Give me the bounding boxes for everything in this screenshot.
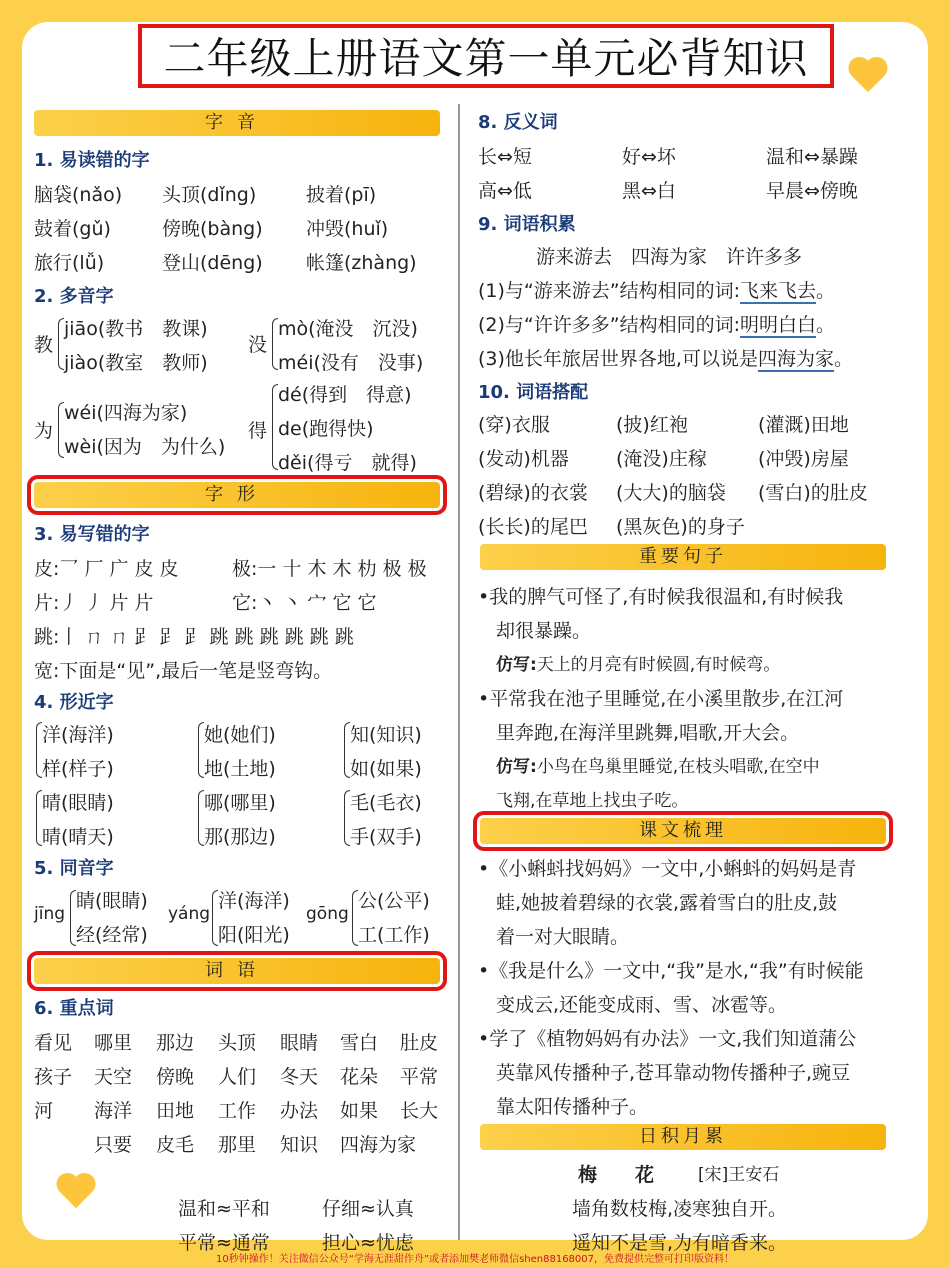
synonym-pair: 仔细≈认真: [322, 1198, 414, 1220]
homophone: 工(工作): [358, 924, 430, 946]
section-title: 2. 多音字: [34, 286, 114, 307]
collocation: (披)红袍: [616, 414, 688, 436]
key-word: 哪里: [94, 1032, 133, 1054]
page-title: 二年级上册语文第一单元必背知识: [138, 24, 834, 88]
collocation: (大大)的脑袋: [616, 482, 726, 504]
antonym-pair: 早晨⇔傍晚: [766, 180, 858, 202]
stroke-order-row: 宽:下面是“见”,最后一笔是竖弯钩。: [34, 660, 333, 682]
word-row: 头顶(dǐng): [162, 184, 257, 206]
key-word: 皮毛: [156, 1134, 195, 1156]
key-word: 傍晚: [156, 1066, 195, 1088]
key-word: 那里: [218, 1134, 257, 1156]
collocation: (冲毁)房屋: [758, 448, 849, 470]
collocation: (雪白)的肚皮: [758, 482, 868, 504]
heart-icon: [848, 58, 888, 94]
exercise-line: (2)与“许许多多”结构相同的词:明明白白。: [478, 314, 836, 336]
text-summary: •学了《植物妈妈有办法》一文,我们知道蒲公: [478, 1028, 857, 1050]
pinyin: gōng: [306, 904, 349, 924]
collocation: (灌溉)田地: [758, 414, 849, 436]
homophone: 阳(阳光): [218, 924, 290, 946]
homophone: 洋(海洋): [218, 890, 290, 912]
polyphone-char: 没: [248, 334, 268, 356]
polyphone-char: 为: [34, 420, 54, 442]
key-word: 如果: [340, 1100, 379, 1122]
similar-char: 知(知识): [350, 724, 422, 746]
similar-char: 晴(眼睛): [42, 792, 114, 814]
key-word: 只要: [94, 1134, 133, 1156]
synonym-pair: 平常≈通常: [178, 1232, 270, 1254]
stroke-order-row: 跳:丨 ㄇ ㄇ 𧾷 𧾷 𧾷 跳 跳 跳 跳 跳 跳: [34, 626, 354, 648]
collocation: (穿)衣服: [478, 414, 550, 436]
word-row: 鼓着(gǔ): [34, 218, 111, 240]
polyphone-char: 教: [34, 334, 54, 356]
section-title: 10. 词语搭配: [478, 382, 589, 403]
banner-zixing: 字形: [34, 482, 440, 508]
pinyin: yáng: [168, 904, 211, 924]
section-title: 6. 重点词: [34, 998, 114, 1019]
section-title: 8. 反义词: [478, 112, 558, 133]
exercise-line: (1)与“游来游去”结构相同的词:飞来飞去。: [478, 280, 836, 302]
polyphone-reading: jiāo(教书 教课): [64, 318, 208, 340]
section-title: 1. 易读错的字: [34, 150, 150, 171]
key-word: 河: [34, 1100, 54, 1122]
antonym-pair: 长⇔短: [478, 146, 532, 168]
banner-juzi: 重要句子: [480, 544, 886, 570]
answer: 明明白白: [740, 314, 817, 336]
banner-kewen: 课文梳理: [480, 818, 886, 844]
poem-line: 遥知不是雪,为有暗香来。: [572, 1232, 788, 1254]
word-row: 帐篷(zhàng): [306, 252, 417, 274]
exercise-line: (3)他长年旅居世界各地,可以说是四海为家。: [478, 348, 853, 370]
collocation: (碧绿)的衣裳: [478, 482, 588, 504]
key-word: 眼睛: [280, 1032, 319, 1054]
answer: 飞来飞去: [740, 280, 817, 302]
homophone: 公(公平): [358, 890, 430, 912]
answer: 四海为家: [757, 348, 834, 370]
similar-char: 如(如果): [350, 758, 422, 780]
antonym-pair: 黑⇔白: [622, 180, 676, 202]
imitation: 仿写:小鸟在鸟巢里睡觉,在枝头唱歌,在空中: [496, 757, 820, 777]
synonym-pair: 温和≈平和: [178, 1198, 270, 1220]
polyphone-reading: dé(得到 得意): [278, 384, 412, 406]
sentence: •平常我在池子里睡觉,在小溪里散步,在江河: [478, 688, 844, 710]
section-title: 5. 同音字: [34, 858, 114, 879]
stroke-order-row: 它:丶 丶 宀 它 它: [232, 592, 377, 614]
key-word: 天空: [94, 1066, 133, 1088]
stroke-order-row: 极:一 十 木 木 朸 极 极: [232, 558, 427, 580]
polyphone-reading: wèi(因为 为什么): [64, 436, 226, 458]
sentence: 却很暴躁。: [496, 620, 592, 642]
key-word: 人们: [218, 1066, 257, 1088]
banner-rijilei: 日积月累: [480, 1124, 886, 1150]
polyphone-char: 得: [248, 420, 268, 442]
key-word: 看见: [34, 1032, 73, 1054]
text-summary: •《我是什么》一文中,“我”是水,“我”有时候能: [478, 960, 864, 982]
key-word: 海洋: [94, 1100, 133, 1122]
word-row: 旅行(lǚ): [34, 252, 105, 274]
antonym-pair: 温和⇔暴躁: [766, 146, 858, 168]
similar-char: 哪(哪里): [204, 792, 276, 814]
word-row: 登山(dēng): [162, 252, 263, 274]
key-word: 孩子: [34, 1066, 73, 1088]
key-word: 四海为家: [340, 1134, 417, 1156]
polyphone-reading: de(跑得快): [278, 418, 374, 440]
poem-title: 梅 花: [578, 1164, 655, 1186]
polyphone-reading: mò(淹没 沉没): [278, 318, 418, 340]
section-title: 3. 易写错的字: [34, 524, 150, 545]
key-word: 肚皮: [400, 1032, 439, 1054]
text-summary: 变成云,还能变成雨、雪、冰雹等。: [496, 994, 788, 1016]
key-word: 长大: [400, 1100, 439, 1122]
key-word: 田地: [156, 1100, 195, 1122]
similar-char: 地(土地): [204, 758, 276, 780]
collocation: (发动)机器: [478, 448, 569, 470]
section-title: 4. 形近字: [34, 692, 114, 713]
imitation: 仿写:天上的月亮有时候圆,有时候弯。: [496, 655, 781, 675]
text-summary: 靠太阳传播种子。: [496, 1096, 649, 1118]
polyphone-reading: děi(得亏 就得): [278, 452, 417, 474]
banner-ciyu: 词语: [34, 958, 440, 984]
word-row: 披着(pī): [306, 184, 377, 206]
word-group: 游来游去 四海为家 许许多多: [536, 246, 803, 268]
similar-char: 晴(晴天): [42, 826, 114, 848]
heart-icon: [56, 1174, 96, 1210]
polyphone-reading: wéi(四海为家): [64, 402, 188, 424]
poem-author: [宋]王安石: [698, 1165, 780, 1185]
banner-ziyin: 字音: [34, 110, 440, 136]
similar-char: 洋(海洋): [42, 724, 114, 746]
stroke-order-row: 皮:乛 厂 广 皮 皮: [34, 558, 179, 580]
antonym-pair: 好⇔坏: [622, 146, 676, 168]
sentence: •我的脾气可怪了,有时候我很温和,有时候我: [478, 586, 844, 608]
text-summary: 英靠风传播种子,苍耳靠动物传播种子,豌豆: [496, 1062, 851, 1084]
collocation: (淹没)庄稼: [616, 448, 707, 470]
sentence: 里奔跑,在海洋里跳舞,唱歌,开大会。: [496, 722, 800, 744]
stroke-order-row: 片:丿 丿 片 片: [34, 592, 154, 614]
column-divider: [458, 104, 460, 1240]
key-word: 那边: [156, 1032, 195, 1054]
key-word: 头顶: [218, 1032, 257, 1054]
polyphone-reading: méi(没有 没事): [278, 352, 424, 374]
key-word: 工作: [218, 1100, 257, 1122]
key-word: 花朵: [340, 1066, 379, 1088]
key-word: 冬天: [280, 1066, 319, 1088]
antonym-pair: 高⇔低: [478, 180, 532, 202]
collocation: (长长)的尾巴: [478, 516, 588, 538]
word-row: 脑袋(nǎo): [34, 184, 123, 206]
collocation: (黑灰色)的身子: [616, 516, 745, 538]
similar-char: 样(样子): [42, 758, 114, 780]
text-summary: •《小蝌蚪找妈妈》一文中,小蝌蚪的妈妈是青: [478, 858, 857, 880]
poem-line: 墙角数枝梅,凌寒独自开。: [572, 1198, 788, 1220]
polyphone-reading: jiào(教室 教师): [64, 352, 208, 374]
similar-char: 那(那边): [204, 826, 276, 848]
homophone: 经(经常): [76, 924, 148, 946]
similar-char: 手(双手): [350, 826, 422, 848]
word-row: 傍晚(bàng): [162, 218, 263, 240]
key-word: 知识: [280, 1134, 319, 1156]
key-word: 平常: [400, 1066, 439, 1088]
similar-char: 毛(毛衣): [350, 792, 422, 814]
key-word: 雪白: [340, 1032, 379, 1054]
worksheet: [22, 22, 928, 1254]
key-word: 办法: [280, 1100, 319, 1122]
synonym-pair: 担心≈忧虑: [322, 1232, 414, 1254]
pinyin: jīng: [34, 904, 66, 924]
footer-note: 10秒钟操作！关注微信公众号“学海无涯甜作舟”或者添加樊老师微信shen88168007，免费提供完整可打印版资料！: [215, 1254, 735, 1265]
section-title: 9. 词语积累: [478, 214, 576, 235]
homophone: 睛(眼睛): [76, 890, 148, 912]
text-summary: 蛙,她披着碧绿的衣裳,露着雪白的肚皮,鼓: [496, 892, 838, 914]
imitation: 飞翔,在草地上找虫子吃。: [496, 791, 689, 811]
text-summary: 着一对大眼睛。: [496, 926, 630, 948]
word-row: 冲毁(huǐ): [306, 218, 389, 240]
similar-char: 她(她们): [204, 724, 276, 746]
